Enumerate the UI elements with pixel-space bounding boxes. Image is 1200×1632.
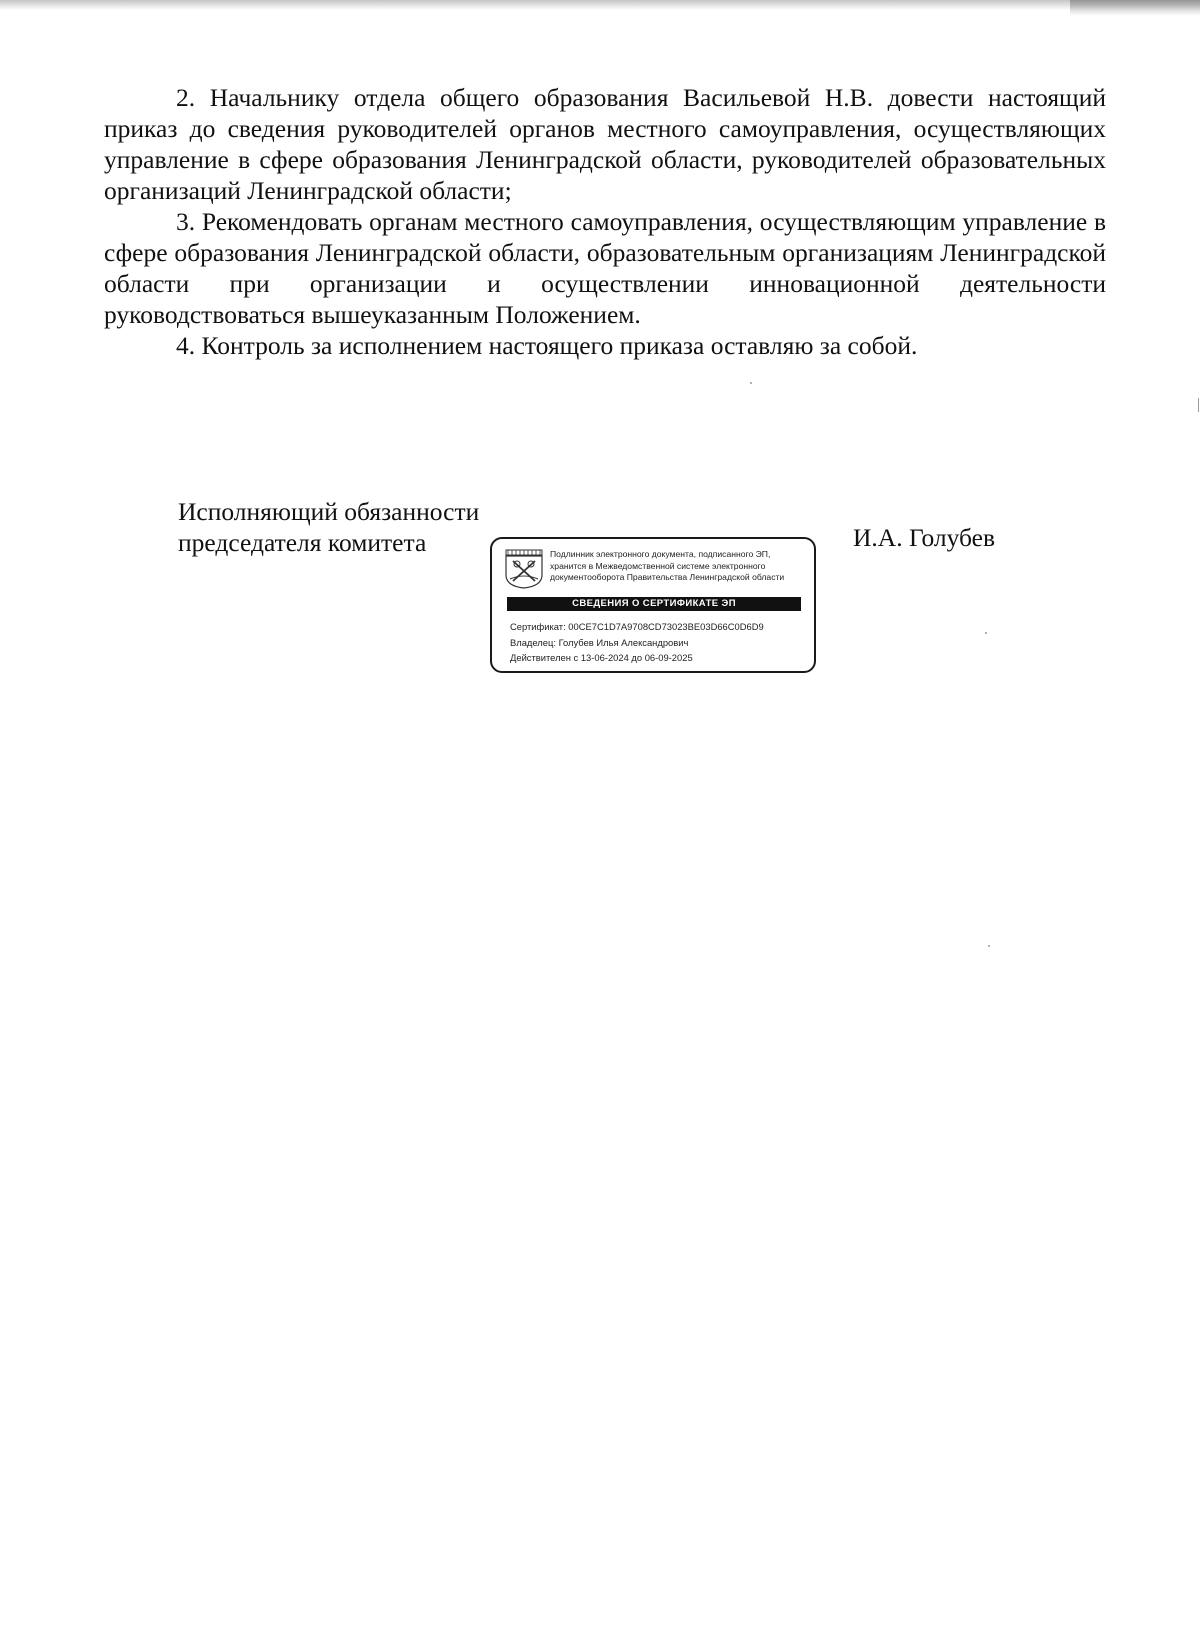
scan-speck <box>1198 398 1199 412</box>
certificate-number: Сертификат: 00CE7C1D7A9708CD73023BE03D66C0D6D9 <box>510 621 764 632</box>
stamp-header-line1: Подлинник электронного документа, подписанного ЭП, <box>550 549 771 559</box>
stamp-header <box>550 549 812 584</box>
scan-speck <box>750 382 752 384</box>
stamp-details <box>510 619 810 666</box>
signatory-position <box>178 496 479 558</box>
certificate-owner: Владелец: Голубев Илья Александрович <box>510 636 689 648</box>
certificate-validity: Действителен с 13-06-2024 до 06-09-2025 <box>510 652 693 663</box>
paragraph-2: 2. Начальнику отдела общего образования Васильевой Н.В. довести настоящий приказ до сведения руководителей органов местного самоуправления, осуществляющих управление в сфере образования Ленинградской области, руководителей образовательных организаций Ленинградской области; <box>104 83 1106 205</box>
coat-of-arms-icon <box>505 549 543 589</box>
document-body <box>104 82 1106 361</box>
signatory-name: И.А. Голубев <box>853 523 996 552</box>
scan-edge-shadow <box>0 0 1200 10</box>
stamp-title-bar: СВЕДЕНИЯ О СЕРТИФИКАТЕ ЭП <box>507 597 801 611</box>
stamp-header-line3: документооборота Правительства Ленинградской области <box>550 572 785 582</box>
scan-edge-shadow-right <box>1070 0 1200 16</box>
electronic-signature-stamp <box>490 537 816 673</box>
signatory-position-line2: председателя комитета <box>178 528 427 557</box>
signatory-position-line1: Исполняющий обязанности <box>178 497 480 526</box>
stamp-header-line2: хранится в Межведомственной системе электронного <box>550 560 766 571</box>
paragraph-4: 4. Контроль за исполнением настоящего приказа оставляю за собой. <box>176 331 918 360</box>
scan-speck <box>985 632 987 634</box>
paragraph-3: 3. Рекомендовать органам местного самоуправления, осуществляющим управление в сфере образования Ленинградской области, образовательным организациям Ленинградской области при организации и осуществлении инновационной деятельности руководствоваться вышеуказанным Положением. <box>104 207 1106 329</box>
scan-speck <box>988 945 990 947</box>
